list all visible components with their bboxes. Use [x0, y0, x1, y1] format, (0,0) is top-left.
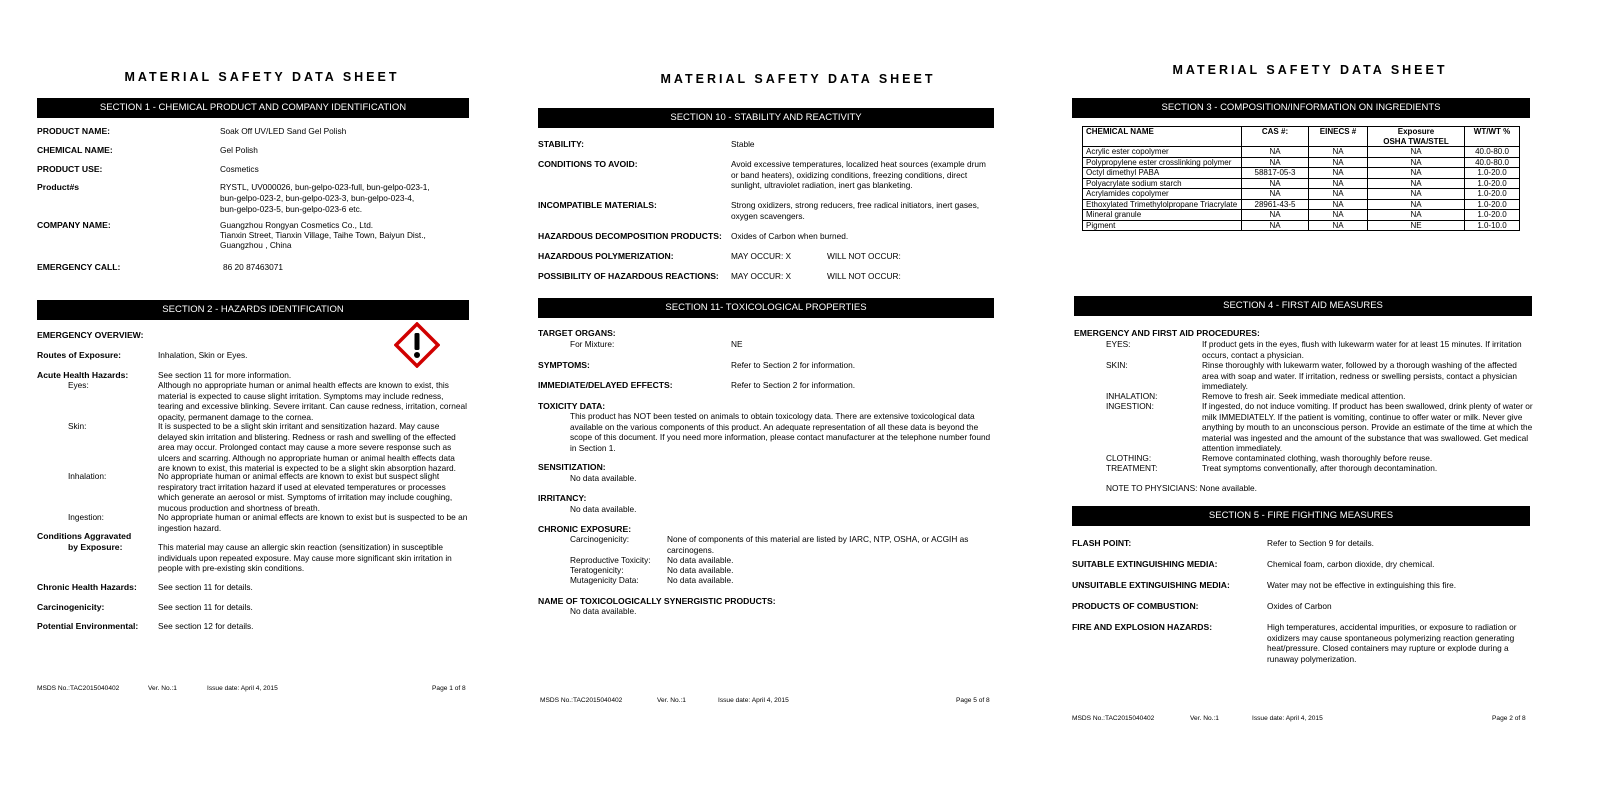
carcinogenicity-value: None of components of this material are listed by IARC, NTP, OSHA, or ACGIH as carcinogens. [667, 534, 969, 555]
synergistic-products-label: NAME OF TOXICOLOGICALLY SYNERGISTIC PRODUCTS: [538, 596, 776, 606]
toxicity-data-label: TOXICITY DATA: [538, 401, 606, 411]
cell-cas: NA [1242, 189, 1309, 200]
msds-page-5 [524, 0, 1072, 800]
routes-value: Inhalation, Skin or Eyes. [158, 350, 248, 360]
footer-version: Ver. No.:1 [657, 697, 686, 704]
fire-explosion-value: High temperatures, accidental impurities, or exposure to radiation or oxidizers may cause spontaneous polymerizing reaction generating heat/pressure. Closed containers may rupture or explode during a runaway polymerization. [1267, 622, 1517, 664]
incompatible-materials-label: INCOMPATIBLE MATERIALS: [538, 200, 657, 210]
polymerization-will-not-occur: WILL NOT OCCUR: [827, 251, 901, 261]
cell-cas: NA [1242, 220, 1309, 231]
exclamation-hazard-icon [394, 322, 440, 368]
irritancy-value: No data available. [570, 504, 637, 514]
skin-label: Skin: [68, 421, 87, 431]
emergency-overview-label: EMERGENCY OVERVIEW: [37, 330, 144, 340]
first-aid-treatment-text: Treat symptoms conventionally, after thorough decontamination. [1202, 463, 1438, 473]
cell-exposure: NA [1368, 189, 1465, 200]
document-title: MATERIAL SAFETY DATA SHEET [660, 72, 936, 86]
mutagenicity-value: No data available. [667, 575, 734, 585]
eyes-text: Although no appropriate human or animal health effects are known to exist, this material is expected to cause slight irritation. Symptoms may include redness, tearing and excessive blinking. Severe irritant. Can cause redness, irritation, corneal opacity, permanent damage to the cornea. [158, 380, 467, 422]
footer-msds-number: MSDS No.:TAC2015040402 [1072, 715, 1155, 722]
chemical-name-label: CHEMICAL NAME: [37, 145, 113, 155]
footer-version: Ver. No.:1 [148, 685, 177, 692]
cell-chemical-name: Acrylic ester copolymer [1083, 147, 1242, 158]
cell-einecs: NA [1309, 147, 1368, 158]
combustion-products-label: PRODUCTS OF COMBUSTION: [1072, 601, 1199, 611]
footer-msds-number: MSDS No.:TAC2015040402 [37, 685, 120, 692]
incompatible-materials-value: Strong oxidizers, strong reducers, free radical initiators, inert gases, oxygen scavengers. [731, 200, 980, 221]
document-title: MATERIAL SAFETY DATA SHEET [124, 70, 400, 84]
msds-page-2 [1072, 0, 1624, 800]
cell-exposure: NE [1368, 220, 1465, 231]
table-row [1083, 168, 1520, 179]
cell-chemical-name: Octyl dimethyl PABA [1083, 168, 1242, 179]
cell-cas: NA [1242, 178, 1309, 189]
suitable-media-value: Chemical foam, carbon dioxide, dry chemical. [1267, 559, 1435, 569]
stability-value: Stable [731, 139, 755, 149]
cell-chemical-name: Pigment [1083, 220, 1242, 231]
cell-cas: NA [1242, 210, 1309, 221]
cell-exposure: NA [1368, 210, 1465, 221]
footer-page-number: Page 1 of 8 [432, 685, 466, 692]
product-name-value: Soak Off UV/LED Sand Gel Polish [220, 126, 347, 136]
cell-chemical-name: Polypropylene ester crosslinking polymer [1083, 157, 1242, 168]
eyes-label: Eyes: [68, 380, 89, 390]
cell-wt: 1.0-10.0 [1465, 220, 1520, 231]
section-2-header: SECTION 2 - HAZARDS IDENTIFICATION [37, 300, 469, 320]
sensitization-label: SENSITIZATION: [538, 462, 606, 472]
toxicity-data-text: This product has NOT been tested on animals to obtain toxicology data. There are extensive toxicological data available on the various components of this product. An adequate representation of all these data is beyond the scope of this document. If you need more information, please contact manufacturer at the telephone number found in Section 1. [570, 411, 991, 453]
footer-msds-number: MSDS No.:TAC2015040402 [540, 697, 623, 704]
conditions-aggravated-text: This material may cause an allergic skin reaction (sensitization) in susceptible individuals upon repeated exposure. May cause more significant skin irritation in people with pre-existing skin conditions. [158, 542, 452, 573]
cell-wt: 1.0-20.0 [1465, 178, 1520, 189]
synergistic-products-value: No data available. [570, 606, 637, 616]
cell-einecs: NA [1309, 178, 1368, 189]
cell-exposure: NA [1368, 178, 1465, 189]
reproductive-toxicity-value: No data available. [667, 555, 734, 565]
environmental-label: Potential Environmental: [37, 621, 139, 631]
chemical-name-value: Gel Polish [220, 145, 258, 155]
table-row [1083, 199, 1520, 210]
hazardous-reactions-label: POSSIBILITY OF HAZARDOUS REACTIONS: [538, 271, 719, 281]
first-aid-procedures-label: EMERGENCY AND FIRST AID PROCEDURES: [1074, 328, 1260, 338]
irritancy-label: IRRITANCY: [538, 493, 587, 503]
section-4-header: SECTION 4 - FIRST AID MEASURES [1074, 296, 1532, 316]
reproductive-toxicity-label: Reproductive Toxicity: [570, 555, 651, 565]
section-5-header: SECTION 5 - FIRE FIGHTING MEASURES [1072, 506, 1530, 526]
document-title: MATERIAL SAFETY DATA SHEET [1172, 63, 1448, 77]
product-use-label: PRODUCT USE: [37, 164, 103, 174]
immediate-effects-value: Refer to Section 2 for information. [731, 380, 856, 390]
reactions-may-occur: MAY OCCUR: X [731, 271, 792, 281]
company-line-1: Guangzhou Rongyan Cosmetics Co., Ltd. [220, 220, 374, 230]
cell-cas: 58817-05-3 [1242, 168, 1309, 179]
environmental-value: See section 12 for details. [158, 621, 254, 631]
cell-einecs: NA [1309, 210, 1368, 221]
ingredients-table [1082, 126, 1520, 231]
chronic-exposure-label: CHRONIC EXPOSURE: [538, 524, 632, 534]
cell-einecs: NA [1309, 168, 1368, 179]
table-row [1083, 220, 1520, 231]
symptoms-label: SYMPTOMS: [538, 360, 590, 370]
flash-point-value: Refer to Section 9 for details. [1267, 538, 1374, 548]
conditions-to-avoid-label: CONDITIONS TO AVOID: [538, 159, 638, 169]
for-mixture-value: NE [731, 339, 743, 349]
cell-chemical-name: Ethoxylated Trimethylolpropane Triacrylate [1083, 199, 1242, 210]
company-name-label: COMPANY NAME: [37, 220, 111, 230]
product-use-value: Cosmetics [220, 164, 259, 174]
cell-exposure: NA [1368, 147, 1465, 158]
for-mixture-label: For Mixture: [570, 339, 615, 349]
first-aid-ingestion-text: If ingested, do not induce vomiting. If product has been swallowed, drink plenty of water or milk IMMEDIATELY. If the patient is vomiting, continue to offer water or milk. Never give anything by mouth to an unconscious person. Provide an estimate of the time at which the material was ingested and the amount of the substance that was swallowed. Get medical attention immediately. [1202, 401, 1533, 453]
column-header-chemical-name: CHEMICAL NAME [1083, 127, 1242, 147]
footer-issue-date: Issue date: April 4, 2015 [207, 685, 278, 692]
fire-explosion-label: FIRE AND EXPLOSION HAZARDS: [1072, 622, 1213, 632]
ingestion-label: Ingestion: [68, 512, 104, 522]
emergency-call-value: 86 20 87463071 [223, 262, 283, 272]
suitable-media-label: SUITABLE EXTINGUISHING MEDIA: [1072, 559, 1218, 569]
ingredients-header-row [1083, 127, 1520, 147]
first-aid-treatment-label: TREATMENT: [1106, 463, 1158, 473]
section-11-header: SECTION 11- TOXICOLOGICAL PROPERTIES [538, 298, 994, 318]
table-row [1083, 157, 1520, 168]
section-1-header: SECTION 1 - CHEMICAL PRODUCT AND COMPANY IDENTIFICATION [37, 98, 469, 118]
products-line-2: bun-gelpo-023-2, bun-gelpo-023-3, bun-gelpo-023-4, [220, 193, 415, 203]
first-aid-ingestion-label: INGESTION: [1106, 401, 1154, 411]
cell-einecs: NA [1309, 157, 1368, 168]
msds-page-1 [0, 0, 524, 800]
cell-wt: 1.0-20.0 [1465, 210, 1520, 221]
immediate-effects-label: IMMEDIATE/DELAYED EFFECTS: [538, 380, 673, 390]
cell-wt: 40.0-80.0 [1465, 157, 1520, 168]
unsuitable-media-value: Water may not be effective in extinguishing this fire. [1267, 580, 1457, 590]
company-line-3: Guangzhou , China [220, 240, 292, 250]
teratogenicity-label: Teratogenicity: [570, 565, 624, 575]
cell-exposure: NA [1368, 168, 1465, 179]
ingestion-text: No appropriate human or animal effects are known to exist but is suspected to be an ingestion hazard. [158, 512, 468, 533]
table-row [1083, 210, 1520, 221]
first-aid-skin-text: Rinse thoroughly with lukewarm water, followed by a thorough washing of the affected area with soap and water. If irritation, redness or swelling persists, contact a physician immediately. [1202, 360, 1517, 391]
first-aid-clothing-text: Remove contaminated clothing, wash thoroughly before reuse. [1202, 453, 1433, 463]
decomposition-label: HAZARDOUS DECOMPOSITION PRODUCTS: [538, 231, 722, 241]
column-header-wt: WT/WT % [1465, 127, 1520, 147]
first-aid-skin-label: SKIN: [1106, 360, 1128, 370]
reactions-will-not-occur: WILL NOT OCCUR: [827, 271, 901, 281]
cell-wt: 1.0-20.0 [1465, 199, 1520, 210]
cell-wt: 40.0-80.0 [1465, 147, 1520, 158]
first-aid-eyes-label: EYES: [1106, 339, 1131, 349]
carcinogenicity-label: Carcinogenicity: [570, 534, 630, 544]
routes-label: Routes of Exposure: [37, 350, 122, 360]
cell-exposure: NA [1368, 199, 1465, 210]
cell-einecs: NA [1309, 199, 1368, 210]
column-header-exposure: Exposure OSHA TWA/STEL [1368, 127, 1465, 147]
section-3-header: SECTION 3 - COMPOSITION/INFORMATION ON INGREDIENTS [1072, 98, 1530, 118]
carcinogenicity-label: Carcinogenicity: [37, 602, 105, 612]
product-name-label: PRODUCT NAME: [37, 126, 111, 136]
products-label: Product#s [37, 182, 80, 192]
column-header-einecs: EINECS # [1309, 127, 1368, 147]
company-line-2: Tianxin Street, Tianxin Village, Taihe Town, Baiyun Dist., [220, 230, 426, 240]
acute-label: Acute Health Hazards: [37, 370, 129, 380]
footer-page-number: Page 5 of 8 [956, 697, 990, 704]
first-aid-clothing-label: CLOTHING: [1106, 453, 1152, 463]
symptoms-value: Refer to Section 2 for information. [731, 360, 856, 370]
cell-wt: 1.0-20.0 [1465, 168, 1520, 179]
sensitization-value: No data available. [570, 473, 637, 483]
cell-wt: 1.0-20.0 [1465, 189, 1520, 200]
teratogenicity-value: No data available. [667, 565, 734, 575]
footer-page-number: Page 2 of 8 [1492, 715, 1526, 722]
combustion-products-value: Oxides of Carbon [1267, 601, 1332, 611]
chronic-hazards-label: Chronic Health Hazards: [37, 582, 137, 592]
skin-text: It is suspected to be a slight skin irritant and sensitization hazard. May cause delayed skin irritation and blistering. Redness or rash and swelling of the effected area may occur. Prolonged contact may cause a more severe response such as ulcers and scarring. Although no appropriate human or animal health effects data are known to exist, this material is expected to be a slight skin absorption hazard. [158, 421, 456, 473]
conditions-to-avoid-value: Avoid excessive temperatures, localized heat sources (example drum or band heaters), oxidizing conditions, freezing conditions, direct sunlight, ultraviolet radiation, inert gas blanketing. [731, 159, 986, 190]
first-aid-inhalation-label: INHALATION: [1106, 391, 1158, 401]
table-row [1083, 189, 1520, 200]
products-line-3: bun-gelpo-023-5, bun-gelpo-023-6 etc. [220, 204, 363, 214]
mutagenicity-label: Mutagenicity Data: [570, 575, 639, 585]
products-line-1: RYSTL, UV000026, bun-gelpo-023-full, bun-gelpo-023-1, [220, 182, 430, 192]
cell-chemical-name: Mineral granule [1083, 210, 1242, 221]
stability-label: STABILITY: [538, 139, 584, 149]
target-organs-label: TARGET ORGANS: [538, 328, 616, 338]
note-to-physicians: NOTE TO PHYSICIANS: None available. [1106, 483, 1257, 493]
flash-point-label: FLASH POINT: [1072, 538, 1132, 548]
acute-value: See section 11 for more information. [158, 370, 292, 380]
table-row [1083, 147, 1520, 158]
inhalation-text: No appropriate human or animal effects are known to exist but suspect slight respiratory tract irritation hazard if used at elevated temperatures or processes which generate an aerosol or mist. Symptoms of irritation may include coughing, mucous production and shortness of breath. [158, 471, 453, 513]
cell-cas: NA [1242, 157, 1309, 168]
cell-chemical-name: Acrylamides copolymer [1083, 189, 1242, 200]
cell-einecs: NA [1309, 189, 1368, 200]
conditions-aggravated-label: Conditions Aggravated [37, 531, 132, 541]
decomposition-value: Oxides of Carbon when burned. [731, 231, 849, 241]
first-aid-eyes-text: If product gets in the eyes, flush with lukewarm water for at least 15 minutes. If irritation occurs, contact a physician. [1202, 339, 1522, 360]
table-row [1083, 178, 1520, 189]
unsuitable-media-label: UNSUITABLE EXTINGUISHING MEDIA: [1072, 580, 1230, 590]
footer-issue-date: Issue date: April 4, 2015 [1252, 715, 1323, 722]
cell-exposure: NA [1368, 157, 1465, 168]
footer-issue-date: Issue date: April 4, 2015 [718, 697, 789, 704]
polymerization-label: HAZARDOUS POLYMERIZATION: [538, 251, 674, 261]
emergency-call-label: EMERGENCY CALL: [37, 262, 121, 272]
polymerization-may-occur: MAY OCCUR: X [731, 251, 792, 261]
inhalation-label: Inhalation: [68, 471, 107, 481]
chronic-hazards-value: See section 11 for details. [158, 582, 253, 592]
section-10-header: SECTION 10 - STABILITY AND REACTIVITY [538, 108, 994, 128]
cell-cas: NA [1242, 147, 1309, 158]
column-header-cas: CAS #: [1242, 127, 1309, 147]
by-exposure-label: by Exposure: [68, 542, 123, 552]
footer-version: Ver. No.:1 [1190, 715, 1219, 722]
cell-einecs: NA [1309, 220, 1368, 231]
carcinogenicity-value: See section 11 for details. [158, 602, 253, 612]
cell-cas: 28961-43-5 [1242, 199, 1309, 210]
cell-chemical-name: Polyacrylate sodium starch [1083, 178, 1242, 189]
first-aid-inhalation-text: Remove to fresh air. Seek immediate medical attention. [1202, 391, 1406, 401]
